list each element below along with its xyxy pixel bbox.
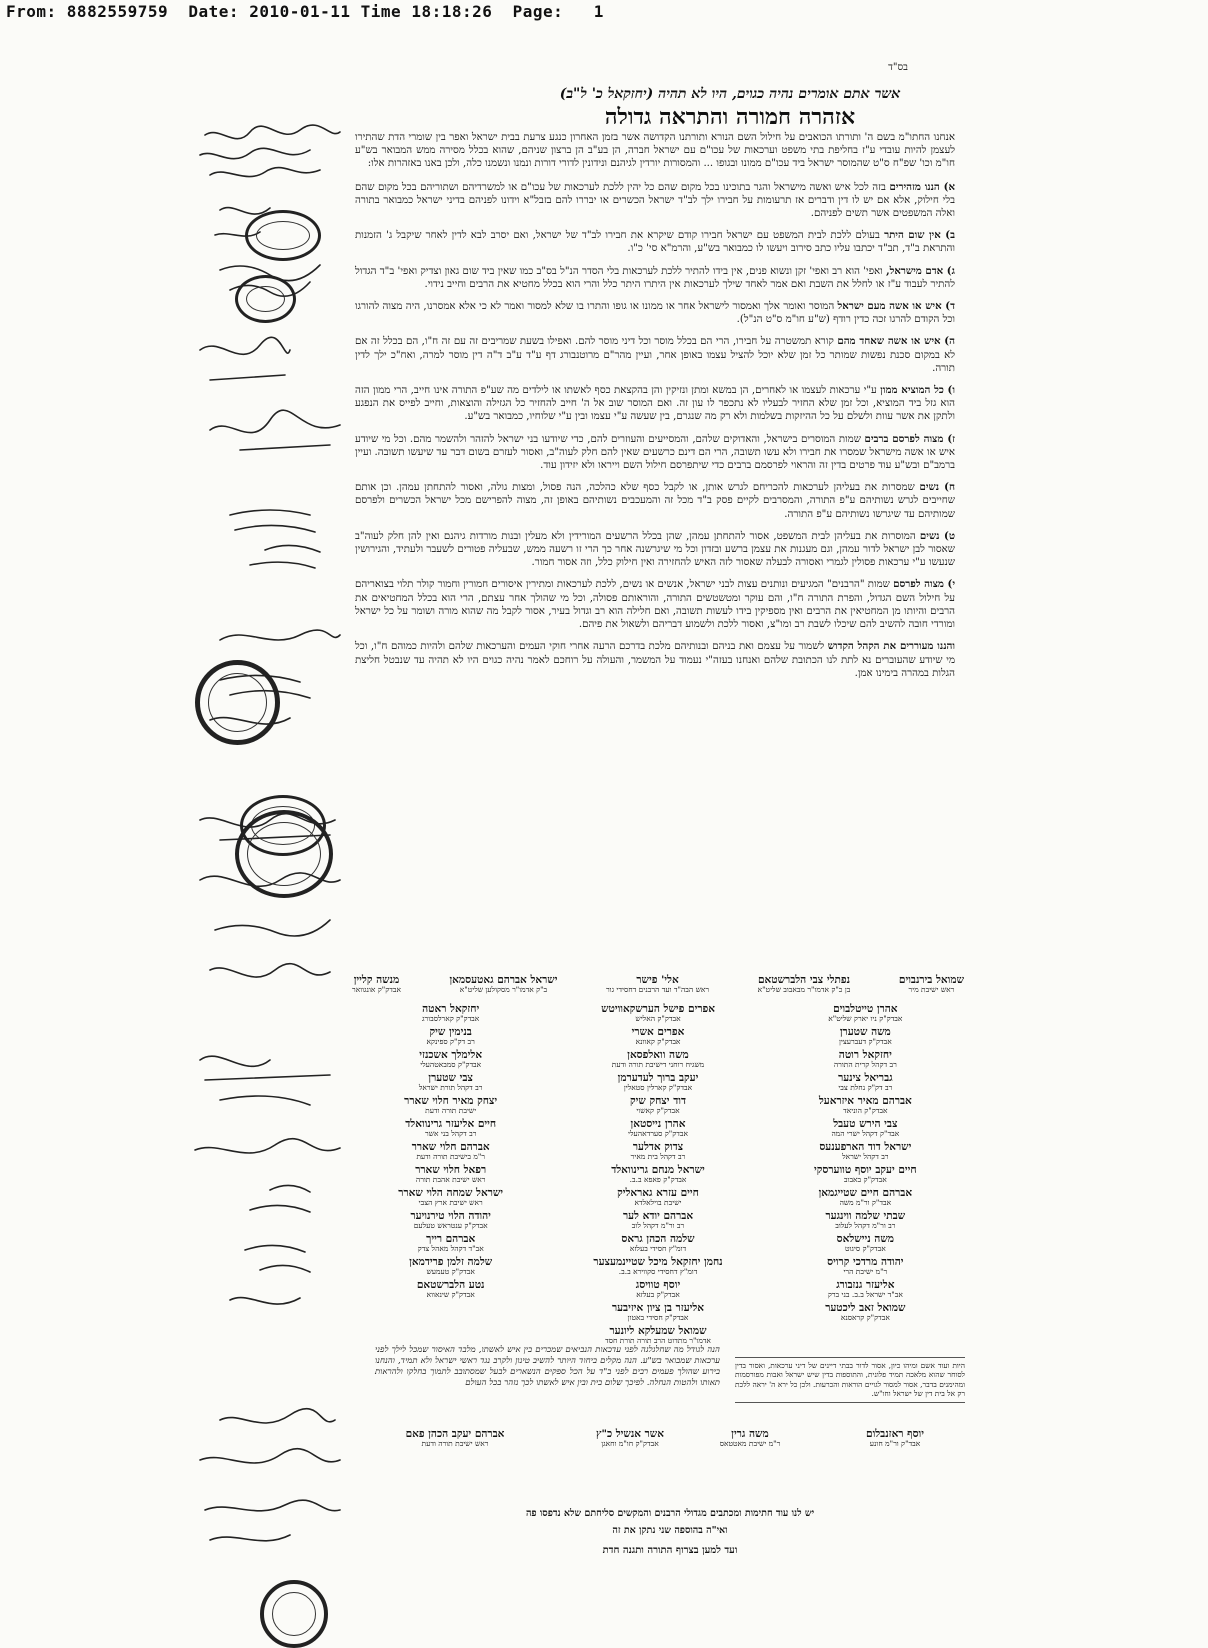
clause-text: קורא תמשטרה על חבירו, הרי הם בכלל מוסר וכל דיני מוסר להם. ואפילו בשעת שמריבים זה עם זה ח"ו, הם בכלל זה אם לא במקום סכנת נפשות שמותר כל זמן שלא יוכל להציל עצמו באופן אחר, ועיין מהר"ם מרוטנבורג דף ע"ד ע"ב ד"ה דין מוסר למרה, ואח"כ ילך לדין תורה. [355,336,955,374]
signer [352,1303,549,1322]
signer-role: אבדק"ק דעברעצין [838,1037,892,1046]
rabbinical-seal [235,275,296,323]
signer-name: גבריאל צינער [838,1072,893,1084]
signer-name: אפרים פישל הערשקאוויטש [601,1003,715,1015]
signer-name: שמואל זאב ליכטער [825,1302,906,1314]
signer-role: אבדק"ק שינאווא [426,1290,475,1299]
notice-right: היות ועוד אשם ומיהו כיון, אסור לדור בבתי דיינים של דיני ערכאות, ואסור בדין לסוחר שהוא מלאכה תמיד פלונית, והתוספות בדין שיש ישראל ואבות מפורסמות ומהימנים בדבר, אסור למסור לגויים הוראות והכרעות. ולכן כל ירא ה' יראה ללכת רק אל בית דין של ישראל וחו"ש. [735,1357,965,1403]
signer [559,1027,756,1046]
signer [559,1211,756,1230]
signer-name: יהודה הלוי טירנויער [410,1210,491,1222]
signer-name: נטע הלברשטאם [416,1279,485,1291]
signer-name: חיים יעקב יוסף טווערסקי [814,1164,917,1176]
signer [352,1165,549,1184]
clause-head: ב) אין שום היתר [884,229,955,242]
signer-role: רב דקהל קרית התורה [833,1060,897,1069]
clause-head: ח) נשים [919,481,955,494]
signer-name: משה וואלפסאן [627,1049,689,1061]
clause-head: ו) כל המוציא ממון [880,384,955,397]
signer [559,1050,756,1069]
signer [352,1050,549,1069]
signer-name: חיים עזרא גאראליק [617,1187,699,1199]
signer [767,1165,964,1184]
signer [352,1096,549,1115]
signer [767,1211,964,1230]
signer-role: אבדק"ק ניו יארק שליט"א [828,1014,903,1023]
signer-role: רב דקהל בני אשר [424,1129,477,1138]
signer-role: אבד"ק ור"מ משה [839,1198,892,1207]
signer-name: אפרים אשרי [631,1026,685,1038]
signer-name: אשר אנשיל כ"ץ [596,1428,664,1440]
signers-block [352,975,964,1345]
bsd-mark: בס"ד [888,62,908,73]
signer [559,1165,756,1184]
signer [352,1073,549,1092]
signer-name: מנשה קליין [353,974,400,986]
signer-name: אברהם יעקב הכהן פאם [405,1428,505,1440]
signer-name: ישראל שמחה הלוי שארר [398,1187,504,1199]
footer-line: יש לנו עוד חתימות ומכתבים מגדולי הרבנים והמקשים סליחתם שלא נדפסו פה [525,1508,815,1519]
signer-role: אבד"ק ור"מ חונע [869,1439,921,1448]
signer-role: רב ור"מ דקהל לעלוב [835,1221,896,1230]
clause [355,229,955,255]
signer-role: אבדק"ק אונגוואר [352,985,401,994]
signer [559,1119,756,1138]
clause [355,640,955,680]
signer-role: רב דקהל תורת ישראל [418,1083,483,1092]
clause-text: שמות המוסרים בישראל, והאדוקים שלהם, והמסייעים והעוזרים להם, כדי שיודעו בני ישראל להזהר ולהשמר מהם. וכל מי שיודע איש או אשה מישראל שמסרו את חבירו ולא עשו תשובה, הרי הם דינם כרשעים שאין להם חלק לעוה"ב, ואסור לעזרם בשום דבר עד שיעשו תשובה. ועיין ברמב"ם ובש"ע עוד פרטים בדין זה והראוי לפרסמם ברבים כדי שיתפרסם חילול השם וייראו ולא יזידון עוד. [355,433,955,472]
signer-role: ב"ק אדמו"ר מסקולען שליט"א [459,985,548,994]
signer-role: דומ"ץ דחסידי סקווירא ב.ב. [618,1267,698,1276]
clause [355,181,955,221]
signer-name: אהרן נייסטאן [630,1118,686,1130]
signer-role: בן כ"ק אדמו"ר מבאבוב שליט"א [757,985,851,994]
clause-text: המוסרות את בעליהן לבית המשפט, אסור להתחתן עמהן, שהן בכלל הרשעים המורידין ולא מעלין ובנות מורדות גיהנם ואין להן חלק לעוה"ב שאסור לבן ישראל לדור עמהן, וגם מעגנות את עצמן ברשע ובזדון וכל מי שיגרשנה אחר כך הרי זו רשעה ממש, שבעליה פטורים לשעבר ולעתיד, והגירושין שנעשו ע"י ערכאות פסולין לגמרי ואסורה לבעלה שאסור לזה האיש להחזירה ואין חילוק כלל, וזה אסור חמור. [355,530,955,569]
clause [355,265,955,291]
rabbinical-seal [195,660,280,745]
signer-role: אב"ד דקהל מאהל צדק [417,1244,484,1253]
signers-grid [352,1004,964,1345]
signer-role: אבדק"ק קאוונא [635,1037,681,1046]
signer [449,975,557,994]
signer [767,1280,964,1299]
clause-head: והננו מעוררים את הקהל הקדוש [827,640,955,653]
signer-name: צדוק אדלער [632,1141,684,1153]
signer-role: רב דקהל ישראל [842,1152,889,1161]
signer [820,1429,970,1448]
signer [575,1429,685,1448]
signer-name: שמואל שמעלקא ליונער [609,1325,707,1337]
signer-role: אבדק"ק קארלסבורג [422,1014,480,1023]
clause-text: לשמור על עצמם ואת בניהם ובנותיהם מלכת בדרכם הרעה אחרי חוקי העמים והערכאות שלהם ולהיות כמוהם ח"ו, וכל מי שיודע שהעוברים נא לתת לנו הכתובת שלהם ואנחנו בעזה"י נעמוד על המשמר, והעולה על רוחכם לאמר נהיה כגוים היו לא תהיה עד שנבטל חליצת הגלות במהרה בימינו אמן. [355,641,955,679]
signer-role: אבדק"ק סמבאטהעלי [420,1060,482,1069]
signer [767,1326,964,1345]
signer-name: אליעזר גנזבורג [836,1279,895,1291]
signer-role: אבדק"ק האליש [635,1014,681,1023]
signer-role: ישיבת בוילאלדא [634,1198,682,1207]
signer-role: ר"מ ישיבת הרי [843,1267,888,1276]
signer [352,1234,549,1253]
rabbinical-seal [260,1580,328,1648]
signer [767,1257,964,1276]
signer [559,1303,756,1322]
signer-name: רפאל חלוי שארר [415,1164,487,1176]
signer-name: ישראל דוד הארפענעס [819,1141,912,1153]
signer [352,1142,549,1161]
signer [370,1429,540,1448]
footer-line: ואי"ה בהוספה שני נתקן את זה [612,1525,728,1536]
signer-role: ראש הבה"ד ועד הרבנים דחסידי גור [605,985,710,994]
signer-role: משגיח רוחני דישיבת תורה ודעת [611,1060,705,1069]
page-title: אזהרה חמורה והתראה גדולה [604,104,856,130]
signer-name: נחמן יחזקאל מיכל שטיינמעצער [593,1256,723,1268]
signer-role: אבדק"ק ענטראש טעלעם [413,1221,488,1230]
clause-text: שמסרות את בעליהן לערכאות להכריחם לגרש אותן, או לקבל כסף שלא כהלכה, הנה פסול, ומצות גולה, ואסור להתחתן עמהן. וכן אותם שחייבים לגרש נשותיהם ע"פ התורה, והמסרבים לקיים פסק ב"ד מכל זה והמעכבים נשותיהם באופן זה, מצוה להפרישם מכל ישראל הכשרים ולפרסם שמותיהם עד שיגרשו נשותיהם ע"פ התורה. [355,482,955,520]
signer [559,1326,756,1345]
clause-head: א) הננו מזהירים [889,180,955,193]
signer [606,975,709,994]
signer-name: צבי הירש טעבל [833,1118,898,1130]
signer-role: רב דק"ק ספינקא [426,1037,475,1046]
clause [355,578,955,631]
signer-role: אבדק"ק בעלזא [636,1290,680,1299]
signer-name: אברהם רייך [426,1233,476,1245]
signer-name: ישראל אברהם גאטעסמאן [449,974,558,986]
signers-top-row [352,975,964,994]
signer [559,1188,756,1207]
signer-name: צבי שטערן [428,1072,473,1084]
signer-role: אבדק"ק קראסנא [840,1313,890,1322]
clause [355,530,955,570]
signer-role: ר"מ בישיבת תורה ודעת [416,1152,485,1161]
clause-text: ואפי' הוא רב ואפי' זקן ונשוא פנים, אין בידו להתיר ללכת לערכאות בלי הסדר הנ"ל בס"ב כמו שאין ביד שום גאון וצדיק ואפי' ב"ד הגדול להתיר לעבוד ע"ז או לחלל את השבת ואם אמר לאחד שילך לערכאות אין היתרו היתר כלל והרי הוא בכלל מחטיא את הרבים וחייב נידוי. [355,265,955,290]
signer [767,1234,964,1253]
clause-head: ג) אדם מישראל, [886,264,955,277]
signer [352,1211,549,1230]
clause [355,384,955,424]
signer-name: אברהם מאיר איזראעל [818,1095,912,1107]
signer-role: אבדק"ק טעמעש [426,1267,475,1276]
signer-role: אבדק"ק סיגוט [844,1244,886,1253]
rabbinical-seal [245,210,321,261]
signer [352,975,401,994]
signer-role: ראש ישיבת תורה ודעת [421,1439,489,1448]
signer-name: משה ניישלאס [836,1233,894,1245]
signer [695,1429,805,1448]
signer-role: ר"מ ישיבת מאטטאס [719,1439,781,1448]
clause-head: ט) נשים [919,529,955,542]
signer-role: אבדק"ק קארלין סטאלין [623,1083,693,1092]
signer [758,975,851,994]
signer [352,1188,549,1207]
signer-role: אב"ד ישראל ב.ב. בני ברק [827,1290,903,1299]
signer [767,1073,964,1092]
signature-column [190,120,350,1560]
signer-role: אבדק"ק קאשוי [636,1106,680,1115]
signer-name: ישראל מנחם גרינוואלד [611,1164,705,1176]
signer [559,1280,756,1299]
clause-text: ע"י ערכאות לעצמו או לאחרים, הן במשא ומתן ונזיקין והן בהקצאת כסף לאשתו או לילדים מה שע"פ התורה אינו חייב, הרי ממון הזה הוא גזל ביד המוציא, וכל זמן שלא החזיר לבעליו לא נתכפר לו עון זה. ואם המוסר שוב אל ה' חייב להחזיר כל הגזילה והוצאות, וחייב לפייס את הנפגע ולתקן את אשר עוות ולשלם על כל ההיזקות בשלמות ולא רק מה שנגרם, בין שעשה ע"י עצמו ובין ע"י שלוחיו, כמבואר בש"ע. [355,385,955,423]
signer [352,1257,549,1276]
signer [767,1027,964,1046]
signer-name: אברהם חלוי שארר [411,1141,490,1153]
clause [355,433,955,473]
fax-header: From: 8882559759 Date: 2010-01-11 Time 18:18:26 Page: 1 [6,2,604,21]
signer-role: אבדק"ק פאפא ב.ב. [629,1175,687,1184]
signer-name: יחזקאל ראטה [422,1003,480,1015]
signer-role: רב דק"ק נחלת צבי [838,1083,893,1092]
signer-name: דוד יצחק שיק [630,1095,686,1107]
signer-role: אבדק"ק חסידי באטון [627,1313,689,1322]
signer-role: ישיבת תורה ודעת [425,1106,477,1115]
signer [559,1142,756,1161]
signer-name: יוסף טוויסג [635,1279,681,1291]
clause-head: ד) איש או אשה מעם ישראל [837,300,955,313]
signer [559,1004,756,1023]
clause-text: המוסר ואומר אלך ואמסור לישראל אחר או ממונו או גופו והתרו בו שלא למסור ואמר לא כי אלא אמסרנו, היה מצוה להורגו וכל הקודם להרגו זכה כדין רודף (ש"ע חו"מ ס"ט הנ"ל). [355,301,955,326]
clause-head: ז) מצוה לפרסם ברבים [864,432,955,445]
intro-paragraph: אנחנו החתו"מ בשם ה' ותורתו הכואבים על חילול השם הנורא ותורתנו הקדושה אשר בזמן האחרון כנגע צרעת בבית ישראל ואפר בין שומרי הדת שהתירו לעצמן להיות עובדי ע"ז בחליפת בתי משפט וערכאות של עכו"ם עם ישראל חברה, הן בע"ב הן ברצון שניהם, שהוא בכלל מסירה ממש המבואר בש"ע חו"מ וכו' שפ"ח ס"ט שהמוסר ישראל ביד עכו"ם ממונו ובגופו ... והמסורות יורדין לגיהנם ונידונין לדורי דורות ונמנו ונשמנו כלה, ולכן באנו באזהרות אלו: [355,132,955,170]
signer [899,975,964,994]
footer-line: ועד למען בצרוף התורה ותגנה חדת [602,1545,738,1556]
signer-name: אברהם חיים שטייגמאן [818,1187,913,1199]
signer-role: אבד"ק דקהל ישרי המה [831,1129,900,1138]
signer-role: אבדק"ק הוניאד [843,1106,888,1115]
signer-name: משה שטערן [839,1026,891,1038]
signer-name: יהודה מרדכי קרויס [827,1256,904,1268]
signer [559,1073,756,1092]
signer-name: אלי' פישר [636,974,679,986]
signer [767,1096,964,1115]
signer-name: שמואל בירנבוים [898,974,964,986]
signer-name: שלמה זלמן פרידמאן [409,1256,493,1268]
verse-line: אשר אתם אומרים נהיה כגוים, היו לא תהיה (יחזקאל כ' ל"ב) [559,86,901,102]
signer-name: משה גרין [731,1428,769,1440]
signer-role: רב ור"מ דקהל לוב [631,1221,685,1230]
signer [352,1004,549,1023]
signer-name: שבתי שלמה ווינגער [825,1210,906,1222]
clause [355,300,955,326]
signer-role: ראש ישיבת אהבת תורה [415,1175,486,1184]
signer-name: יחזקאל רוטה [838,1049,892,1061]
signer [559,1257,756,1276]
signer [767,1142,964,1161]
signer [767,1004,964,1023]
signer-role: אבדק"ק סערדאהעלי [628,1129,688,1138]
signer [767,1050,964,1069]
signer-role: רב דקהל בית מאיר [630,1152,686,1161]
notice-left: הנה לגודל מה שחלגלגה לפני עדכאות הנביאים שמכרים בין איש לאשתו, מלבד האיסור שמכל לילך לפני ערכאות שמבואר בש"ע. הנה מקלים ביחוד היותר להשיב טינון ולקרב נגד ראשי ישראל ולא תמיד, והנחנו בירוע שהולך פעמים רבים לפני ב"ד על הכל ספקים הנשארים לבעל שמסתובב לתמוך בחלקו ולהראות תאותו ולהטות הנחלה. לפיכך שלום בית ובין איש לאשתו לכך נזהר בכל העולם [375,1345,720,1388]
signer [559,1234,756,1253]
signer-name: חיים אליעזר גרינוואלד [405,1118,497,1130]
signer-name: אליעזר בן ציון איזיבער [611,1302,705,1314]
proclamation-body [355,131,955,689]
rabbinical-seal [235,810,333,898]
signer-name: יצחק מאיר חלוי שארר [404,1095,498,1107]
signer [767,1188,964,1207]
clause-text: שמות "הרבנים" המגיעים ונותנים עצות לבני ישראל, אנשים או נשים, ללכת לערכאות ומתירין איסורים חמורין וחמור קולר תלוי בצואריהם על חילול השם הגדול, והפרת התורה ח"ו, והם עוקר ומטשטשים התורה, והוראותם פסולה, וכל מי שהולך אחר עצתם, הרי הוא בכלל המחטיאים את הרבים והיותו מן המחטיאין את הרבים ואין מספיקין בידו לעשות תשובה, ואם חלילה הוא רב וגדול בעיר, אסור לקבל מה שהוא מורה ושומר על כל ישראל ומורדי חובה להשיב להם שיכלו לשבת רב ומו"צ, ואסור ללכת ולשמוע דבריהם ולשאול את פיהם. [355,579,955,631]
clause-text: בעולם ללכת לבית המשפט עם ישראל חבירו קודם שיקרא את חבירו לב"ד של ישראל, ואם יסרב לבא לדין לאחר שיקבל ג' הזמנות והתראת ב"ד, תב"ד יכתבו עליו כתב סירוב ויעשו לו כמבואר בש"ע, והרמ"א סי' כ"ו. [355,230,955,255]
signer-role: אבדק"ק באבוב [843,1175,887,1184]
signer [352,1119,549,1138]
signer-name: נפתלי צבי הלברשטאם [757,974,851,986]
signer-name: שלמה הכהן גראס [621,1233,695,1245]
signer [352,1280,549,1299]
signer-role: דומ"ץ חסידי בעלזא [629,1244,687,1253]
signer [352,1027,549,1046]
signer-role: ראש ישיבת מיר [908,985,955,994]
clause-head: ה) איש או אשה שאחד מהם [837,335,955,348]
signer-name: אלימלך אשכנזי [419,1049,483,1061]
signer-role: ראש ישיבת ארץ הצבי [418,1198,483,1207]
signer [767,1119,964,1138]
signer-name: אהרן טייטלבוים [833,1003,898,1015]
signer-name: יוסף ראזנבלום [866,1428,924,1440]
signer-name: אברהם יודא לער [622,1210,694,1222]
signer-role: אדמו"ר מתדוט הרב תורה תורת חסד [605,1336,711,1345]
signer-name: יעקב ברוך לעדערמן [617,1072,699,1084]
clause [355,335,955,375]
clause [355,481,955,521]
signer [559,1096,756,1115]
signer [767,1303,964,1322]
clause-head: י) מצוה לפרסם [893,578,955,591]
signer-name: בנימין שיק [429,1026,472,1038]
signer-role: אבדק"ק חו"מ וחאגן [601,1439,659,1448]
clause-text: בזה לכל איש ואשה מישראל והגר בתוכינו בכל מקום שהם כל יהין ללכת לערכאות של עכו"ם או למשרדיהם ושתוריהם בכל מקום שהם בלי חילוק, אלא אם יש לו דין ודברים אז תרעומות על חבירו ילך לב"ד ישראל הכשרים או יבררו להם בזבל"א וידונו לפניהם בדיני ישראל כמבואר בתורה ואלה המשפטים אשר תשים לפניהם. [355,181,955,220]
